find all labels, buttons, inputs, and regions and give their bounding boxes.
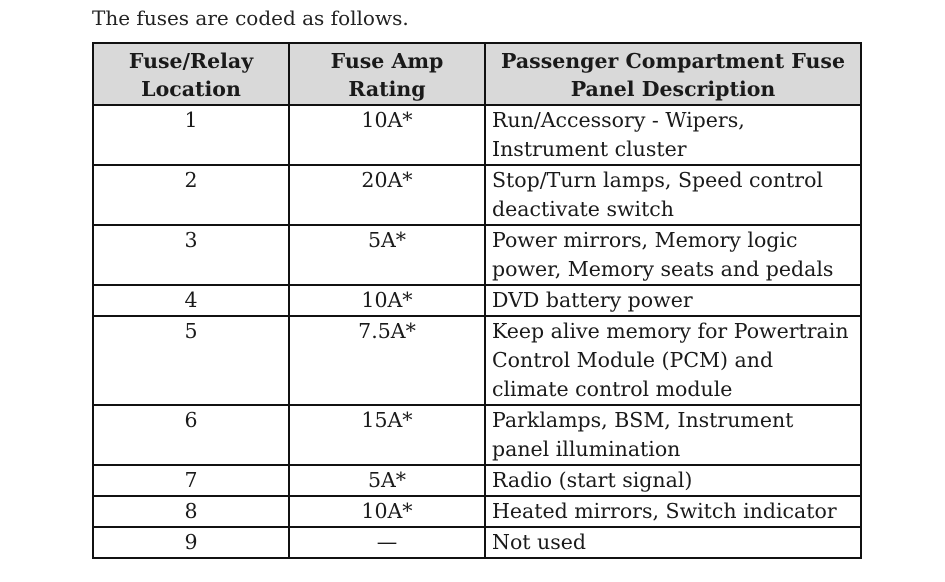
cell-location: 1: [93, 105, 289, 165]
description-line: Parklamps, BSM, Instrument: [492, 408, 794, 432]
header-location: [93, 43, 289, 105]
cell-description: [485, 225, 861, 285]
description-line: Keep alive memory for Powertrain: [492, 319, 849, 343]
cell-rating: 5A*: [289, 465, 485, 496]
cell-location: 5: [93, 316, 289, 405]
cell-description: [485, 165, 861, 225]
table-row: [93, 496, 861, 527]
header-rating-line2: Rating: [348, 77, 426, 101]
header-rating: [289, 43, 485, 105]
table-row: [93, 527, 861, 558]
table-row: [93, 405, 861, 465]
header-description: [485, 43, 861, 105]
header-location-line1: Fuse/Relay: [128, 49, 254, 73]
description-line: Heated mirrors, Switch indicator: [492, 499, 837, 523]
header-rating-line1: Fuse Amp: [330, 49, 444, 73]
cell-rating: 7.5A*: [289, 316, 485, 405]
cell-location: 8: [93, 496, 289, 527]
cell-rating: 10A*: [289, 496, 485, 527]
table-header-row: [93, 43, 861, 105]
cell-description: [485, 465, 861, 496]
table-row: [93, 225, 861, 285]
table-row: [93, 316, 861, 405]
description-line: Run/Accessory - Wipers,: [492, 108, 745, 132]
description-line: Instrument cluster: [492, 137, 687, 161]
table-row: [93, 105, 861, 165]
table-row: [93, 285, 861, 316]
cell-description: [485, 527, 861, 558]
description-line: Control Module (PCM) and: [492, 348, 774, 372]
description-line: power, Memory seats and pedals: [492, 257, 834, 281]
header-location-line2: Location: [141, 77, 241, 101]
table-body: [93, 105, 861, 558]
cell-location: 9: [93, 527, 289, 558]
description-line: climate control module: [492, 377, 733, 401]
fuse-table: [92, 42, 862, 559]
cell-location: 6: [93, 405, 289, 465]
header-description-line1: Passenger Compartment Fuse: [501, 49, 845, 73]
cell-rating: 10A*: [289, 285, 485, 316]
cell-rating: —: [289, 527, 485, 558]
table-row: [93, 165, 861, 225]
description-line: Power mirrors, Memory logic: [492, 228, 798, 252]
description-line: Not used: [492, 530, 587, 554]
cell-rating: 20A*: [289, 165, 485, 225]
description-line: panel illumination: [492, 437, 681, 461]
cell-description: [485, 405, 861, 465]
cell-description: [485, 105, 861, 165]
description-line: deactivate switch: [492, 197, 674, 221]
header-description-line2: Panel Description: [570, 77, 776, 101]
description-line: Stop/Turn lamps, Speed control: [492, 168, 823, 192]
cell-location: 4: [93, 285, 289, 316]
description-line: Radio (start signal): [492, 468, 693, 492]
cell-location: 2: [93, 165, 289, 225]
cell-description: [485, 496, 861, 527]
cell-location: 3: [93, 225, 289, 285]
cell-rating: 5A*: [289, 225, 485, 285]
cell-rating: 15A*: [289, 405, 485, 465]
cell-description: [485, 316, 861, 405]
cell-rating: 10A*: [289, 105, 485, 165]
description-line: DVD battery power: [492, 288, 693, 312]
table-row: [93, 465, 861, 496]
intro-text: The fuses are coded as follows.: [92, 6, 409, 30]
cell-description: [485, 285, 861, 316]
cell-location: 7: [93, 465, 289, 496]
